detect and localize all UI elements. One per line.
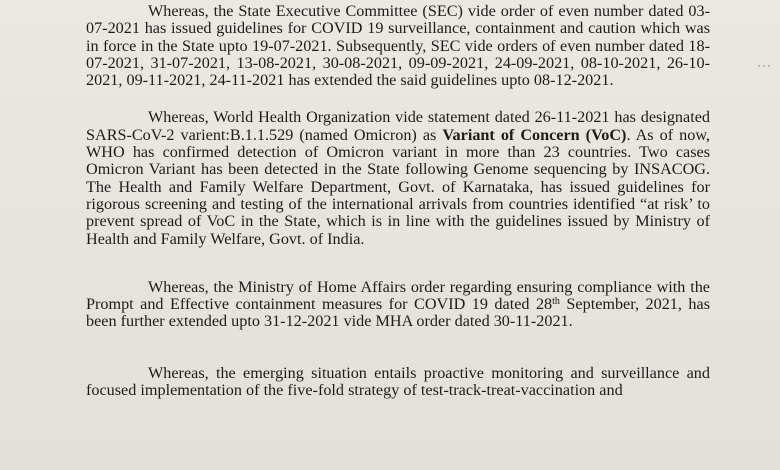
paragraph-text: September, 2021, has been further extended upto 31-12-2021 vide MHA order dated 30-11-2021.	[86, 295, 710, 331]
document-body	[86, 0, 710, 399]
paragraph-text: Whereas, the Ministry of Home Affairs order regarding ensuring compliance with the Prompt and Effective containment measures for COVID 19 dated 28	[86, 277, 710, 314]
ordinal-suffix: th	[552, 296, 560, 308]
paragraph-sec-orders: Whereas, the State Executive Committee (SEC) vide order of even number dated 03-07-2021 has issued guidelines for COVID 19 surveillance, containment and caution which was in force in the State upto 19-07-2021. Subsequently, SEC vide orders of even number dated 18-07-2021, 31-07-2021, 13-08-2021, 30-08-2021, 09-09-2021, 24-09-2021, 08-10-2021, 26-10-2021, 09-11-2021, 24-11-2021 has extended the said guidelines upto 08-12-2021.	[86, 2, 710, 90]
variant-of-concern-label: Variant of Concern (VoC)	[442, 125, 627, 144]
paragraph-who-omicron	[86, 109, 710, 247]
margin-mark: ···	[757, 58, 772, 72]
paragraph-text: . As of now, WHO has confirmed detection of Omicron variant in more than 23 countries. Two cases Omicron Variant has been detected in the State following Genome sequencing by INSACOG. The Health and Family Welfare Department, Govt. of Karnataka, has issued guidelines for rigorous screening and testing of the international arrivals from countries identified “at risk’ to prevent spread of VoC in the State, which is in line with the guidelines issued by Ministry of Health and Family Welfare, Govt. of India.	[86, 125, 710, 248]
paragraph-text: Whereas, World Health Organization vide statement dated 26-11-2021 has designated SARS-CoV-2 varient:B.1.1.529 (named Omicron) as	[86, 108, 710, 144]
paragraph-emerging-situation: Whereas, the emerging situation entails proactive monitoring and surveillance and focused implementation of the five-fold strategy of test-track-treat-vaccination and	[86, 363, 710, 400]
paragraph-mha-order	[86, 279, 710, 331]
